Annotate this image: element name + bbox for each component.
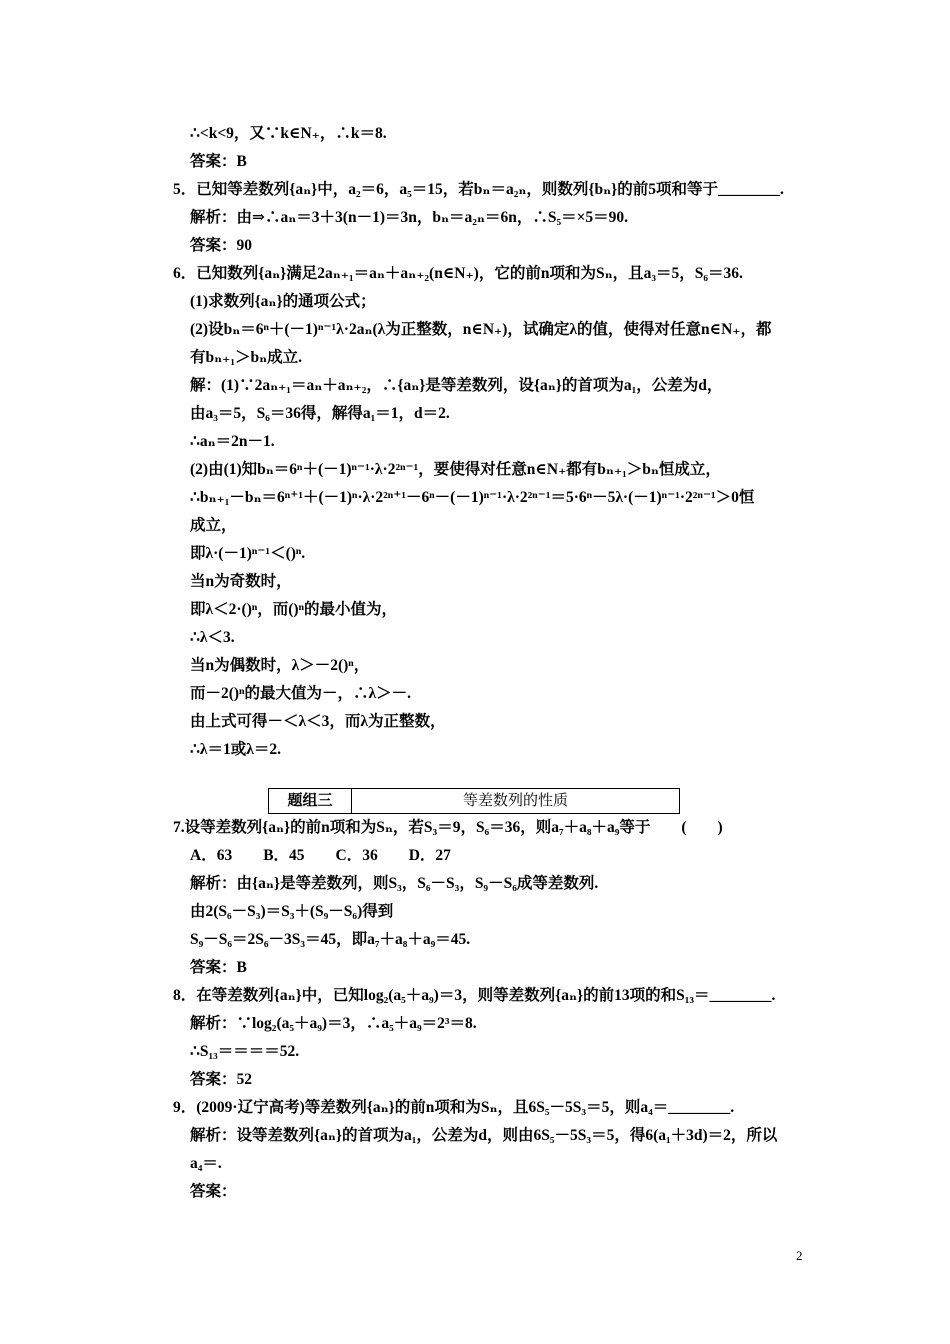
text-line: 9．(2009·辽宁高考)等差数列{aₙ}的前n项和为Sₙ，且6S₅－5S₃＝5，则a₄＝________. — [173, 1099, 735, 1116]
text-line: 答案：52 — [190, 1071, 253, 1088]
text-line: 即λ＜2·()ⁿ，而()ⁿ的最小值为， — [190, 601, 397, 618]
text-line: ∴bₙ₊₁－bₙ＝6ⁿ⁺¹＋(－1)ⁿ·λ·2²ⁿ⁺¹－6ⁿ－(－1)ⁿ⁻¹·λ·2²ⁿ⁻¹＝5·6ⁿ－5λ·(－1)ⁿ⁻¹·2²ⁿ⁻¹＞0恒 — [190, 489, 755, 506]
text-line: 8．在等差数列{aₙ}中，已知log₂(a₅＋a₉)＝3，则等差数列{aₙ}的前13项的和S₁₃＝________. — [173, 987, 776, 1004]
text-line: 解析：∵log₂(a₅＋a₉)＝3，∴a₅＋a₉＝2³＝8. — [190, 1015, 477, 1032]
section-title: 等差数列的性质 — [462, 793, 568, 809]
text-line: 6．已知数列{aₙ}满足2aₙ₊₁＝aₙ＋aₙ₊₂(n∈N₊)，它的前n项和为Sₙ，且a₃＝5，S₆＝36. — [173, 265, 743, 282]
text-line: 当n为奇数时， — [190, 573, 292, 590]
text-line: 5．已知等差数列{aₙ}中，a₂＝6，a₅＝15，若bₙ＝a₂ₙ，则数列{bₙ}的前5项和等于________. — [173, 181, 784, 198]
text-line: 由2(S₆－S₃)＝S₃＋(S₉－S₆)得到 — [190, 903, 394, 920]
text-line: 当n为偶数时，λ＞－2()ⁿ， — [190, 657, 370, 674]
text-line: ∴S₁₃＝＝＝＝52. — [190, 1043, 300, 1060]
text-line: 7.设等差数列{aₙ}的前n项和为Sₙ，若S₃＝9，S₆＝36，则a₇＋a₈＋a₉等于 ( ) — [173, 819, 723, 836]
text-line: 由a₃＝5，S₆＝36得，解得a₁＝1，d＝2. — [190, 405, 450, 422]
text-line: 答案：B — [190, 959, 247, 976]
text-line: ∴aₙ＝2n－1. — [190, 433, 275, 450]
text-line: ∴<k<9，又∵k∈N₊，∴k＝8. — [190, 125, 387, 142]
text-line: A．63 B．45 C．36 D．27 — [190, 847, 451, 864]
text-line: 有bₙ₊₁＞bₙ成立. — [190, 349, 303, 366]
text-line: 即λ·(－1)ⁿ⁻¹＜()ⁿ. — [190, 545, 306, 562]
text-line: (2)设bₙ＝6ⁿ＋(－1)ⁿ⁻¹λ·2aₙ(λ为正整数，n∈N₊)，试确定λ的值，使得对任意n∈N₊，都 — [190, 321, 772, 338]
text-line: 由上式可得－＜λ＜3，而λ为正整数， — [190, 713, 446, 730]
page-number: 2 — [796, 1248, 803, 1263]
section-header-table — [268, 788, 680, 814]
text-line: S₉－S₆＝2S₆－3S₃＝45，即a₇＋a₈＋a₉＝45. — [190, 931, 471, 948]
text-line: 解析：由⇒∴aₙ＝3＋3(n－1)＝3n，bₙ＝a₂ₙ＝6n，∴S₅＝×5＝90. — [190, 209, 629, 226]
text-line: 成立， — [190, 517, 237, 534]
text-line: (2)由(1)知bₙ＝6ⁿ＋(－1)ⁿ⁻¹·λ·2²ⁿ⁻¹，要使得对任意n∈N₊都有bₙ₊₁＞bₙ恒成立， — [190, 461, 721, 478]
text-line: 答案： — [190, 1183, 237, 1200]
text-line: 而－2()ⁿ的最大值为－，∴λ＞－. — [190, 685, 411, 702]
text-line: ∴λ＝1或λ＝2. — [190, 741, 281, 758]
text-line: a₄＝. — [190, 1155, 222, 1172]
text-line: 答案：90 — [190, 237, 253, 254]
text-line: (1)求数列{aₙ}的通项公式； — [190, 293, 376, 310]
text-line: ∴λ＜3. — [190, 629, 235, 646]
section-label: 题组三 — [269, 789, 352, 813]
text-line: 答案：B — [190, 153, 247, 170]
text-line: 解：(1)∵2aₙ₊₁＝aₙ＋aₙ₊₂，∴{aₙ}是等差数列，设{aₙ}的首项为a₁，公差为d， — [190, 377, 723, 394]
text-line: 解析：设等差数列{aₙ}的首项为a₁，公差为d，则由6S₅－5S₃＝5，得6(a₁＋3d)＝2，所以 — [190, 1127, 778, 1144]
text-line: 解析：由{aₙ}是等差数列，则S₃，S₆－S₃，S₉－S₆成等差数列. — [190, 875, 599, 892]
